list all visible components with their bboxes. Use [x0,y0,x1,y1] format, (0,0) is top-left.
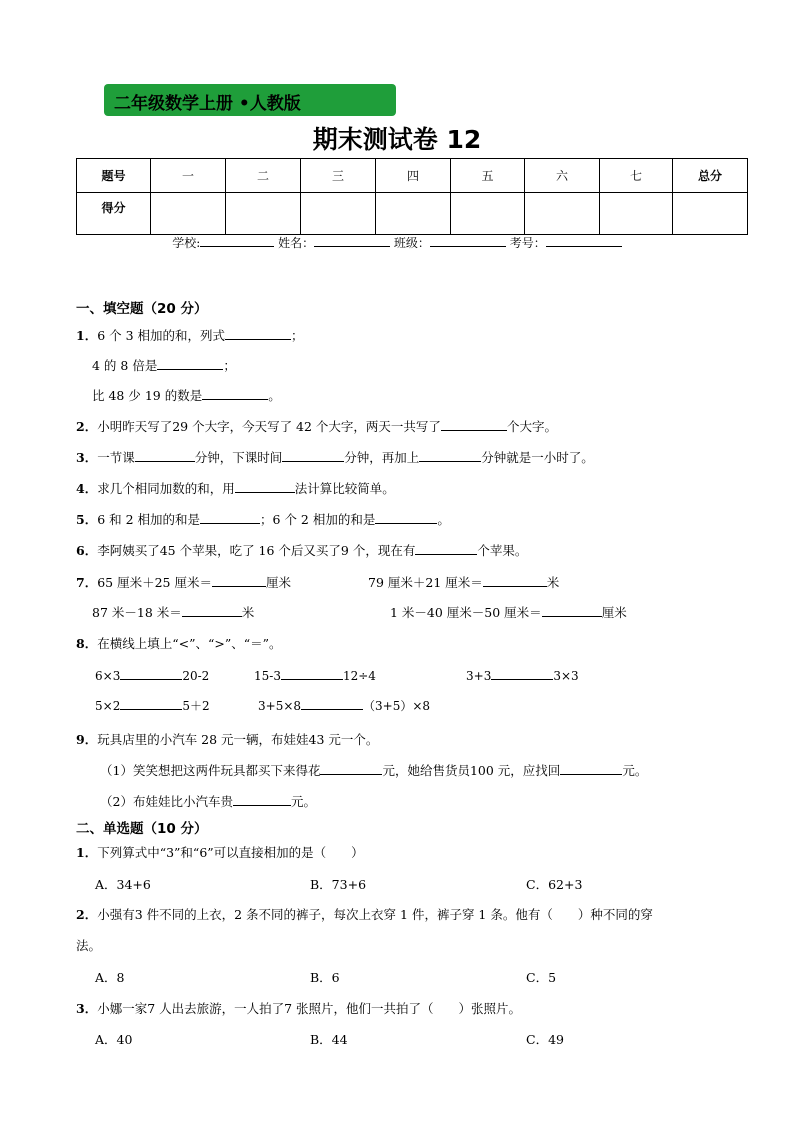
score-header-row [77,159,748,193]
q5: 5．6 和 2 相加的和是 ；6 个 2 相加的和是 。 [76,512,450,527]
q8: 8．在横线上填上“<”、“>”、“＝”。 [76,636,282,651]
answer-blank[interactable] [415,542,477,555]
q8-item-3: 3+3 3×3 [466,669,579,683]
score-table [76,158,748,235]
section-2-title: 二、单选题（10 分） [76,821,208,837]
name-field[interactable] [314,234,390,247]
answer-blank[interactable] [200,511,260,524]
score-label: 得分 [77,193,151,235]
score-input[interactable] [451,193,525,235]
q4: 4．求几个相同加数的和，用 法计算比较简单。 [76,481,395,496]
score-cell: 二 [226,159,301,193]
score-input[interactable] [151,193,226,235]
mc-q3-option-c[interactable]: C．49 [526,1032,564,1047]
q8-item-1: 6×3 20-2 [95,669,210,683]
score-input[interactable] [376,193,451,235]
q9-part-1: （1）笑笑想把这两件玩具都买下来得花 元，她给售货员100 元，应找回 元。 [100,763,648,778]
answer-blank[interactable] [225,327,291,340]
q7-item-b: 79 厘米＋21 厘米＝ 米 [368,575,560,590]
q2: 2．小明昨天写了29 个大字，今天写了 42 个大字，两天一共写了 个大字。 [76,419,557,434]
score-cell: 题号 [77,159,151,193]
mc-q3-option-a[interactable]: A．40 [95,1032,133,1047]
answer-blank[interactable] [441,418,507,431]
answer-blank[interactable] [320,762,382,775]
answer-blank[interactable] [202,387,268,400]
mc-q2-option-a[interactable]: A．8 [95,970,125,985]
score-value-row [77,193,748,235]
q1-line-c: 比 48 少 19 的数是 。 [92,388,281,403]
compare-blank[interactable] [120,697,182,710]
answer-blank[interactable] [282,449,344,462]
answer-blank[interactable] [542,604,602,617]
score-cell: 五 [451,159,525,193]
q1-line-a: 1．6 个 3 相加的和，列式 ； [76,328,304,343]
answer-blank[interactable] [235,480,295,493]
answer-blank[interactable] [182,604,242,617]
section-1-title: 一、填空题（20 分） [76,301,208,317]
score-cell: 总分 [673,159,748,193]
q7-item-d: 1 米－40 厘米－50 厘米＝ 厘米 [390,605,627,620]
answer-blank[interactable] [157,357,223,370]
q1-line-b: 4 的 8 倍是 ； [92,358,236,373]
score-cell: 四 [376,159,451,193]
q8-item-5: 3+5×8 （3+5）×8 [258,699,431,713]
page-title: 期末测试卷 12 [312,125,482,154]
q6: 6．李阿姨买了45 个苹果，吃了 16 个后又买了9 个，现在有 个苹果。 [76,543,528,558]
exam-label: 考号： [509,236,546,250]
score-cell: 三 [301,159,376,193]
mc-q2: 2．小强有3 件不同的上衣，2 条不同的裤子，每次上衣穿 1 件，裤子穿 1 条。他有（ ）种不同的穿 [76,907,653,922]
score-input[interactable] [226,193,301,235]
score-cell: 一 [151,159,226,193]
compare-blank[interactable] [301,697,363,710]
score-input[interactable] [600,193,673,235]
score-cell: 七 [600,159,673,193]
compare-blank[interactable] [120,667,182,680]
class-field[interactable] [430,234,506,247]
answer-blank[interactable] [560,762,622,775]
score-cell: 六 [525,159,600,193]
q3: 3．一节课 分钟，下课时间 分钟，再加上 分钟就是一小时了。 [76,450,594,465]
mc-q1-option-a[interactable]: A．34+6 [95,877,151,892]
score-input[interactable] [525,193,600,235]
grade-badge [104,84,396,116]
q7-item-c: 87 米－18 米＝ 米 [92,605,255,620]
q8-item-2: 15-3 12÷4 [254,669,376,683]
answer-blank[interactable] [135,449,195,462]
badge-text: 二年级数学上册 •人教版 [114,94,301,114]
mc-q3-option-b[interactable]: B．44 [310,1032,348,1047]
mc-q1-option-c[interactable]: C．62+3 [526,877,583,892]
mc-q2-option-b[interactable]: B．6 [310,970,340,985]
mc-q3: 3．小娜一家7 人出去旅游，一人拍了7 张照片，他们一共拍了（ ）张照片。 [76,1001,522,1016]
score-input[interactable] [673,193,748,235]
mc-q1-option-b[interactable]: B．73+6 [310,877,367,892]
name-label: 姓名： [278,236,315,250]
answer-blank[interactable] [233,793,291,806]
exam-field[interactable] [546,234,622,247]
answer-blank[interactable] [483,574,547,587]
answer-blank[interactable] [375,511,437,524]
q7-line-a: 7．65 厘米＋25 厘米＝ 厘米 [76,575,291,590]
mc-q2-option-c[interactable]: C．5 [526,970,557,985]
score-input[interactable] [301,193,376,235]
class-label: 班级： [393,236,430,250]
school-label: 学校: [172,236,201,250]
q9-part-2: （2）布娃娃比小汽车贵 元。 [100,794,316,809]
compare-blank[interactable] [491,667,553,680]
answer-blank[interactable] [212,574,266,587]
school-field[interactable] [200,234,274,247]
mc-q1: 1．下列算式中“3”和“6”可以直接相加的是（ ） [76,845,364,860]
student-info [0,234,794,251]
compare-blank[interactable] [281,667,343,680]
answer-blank[interactable] [419,449,481,462]
q9: 9．玩具店里的小汽车 28 元一辆，布娃娃43 元一个。 [76,732,379,747]
mc-q2-cont: 法。 [76,938,102,953]
q8-item-4: 5×2 5＋2 [95,699,210,713]
